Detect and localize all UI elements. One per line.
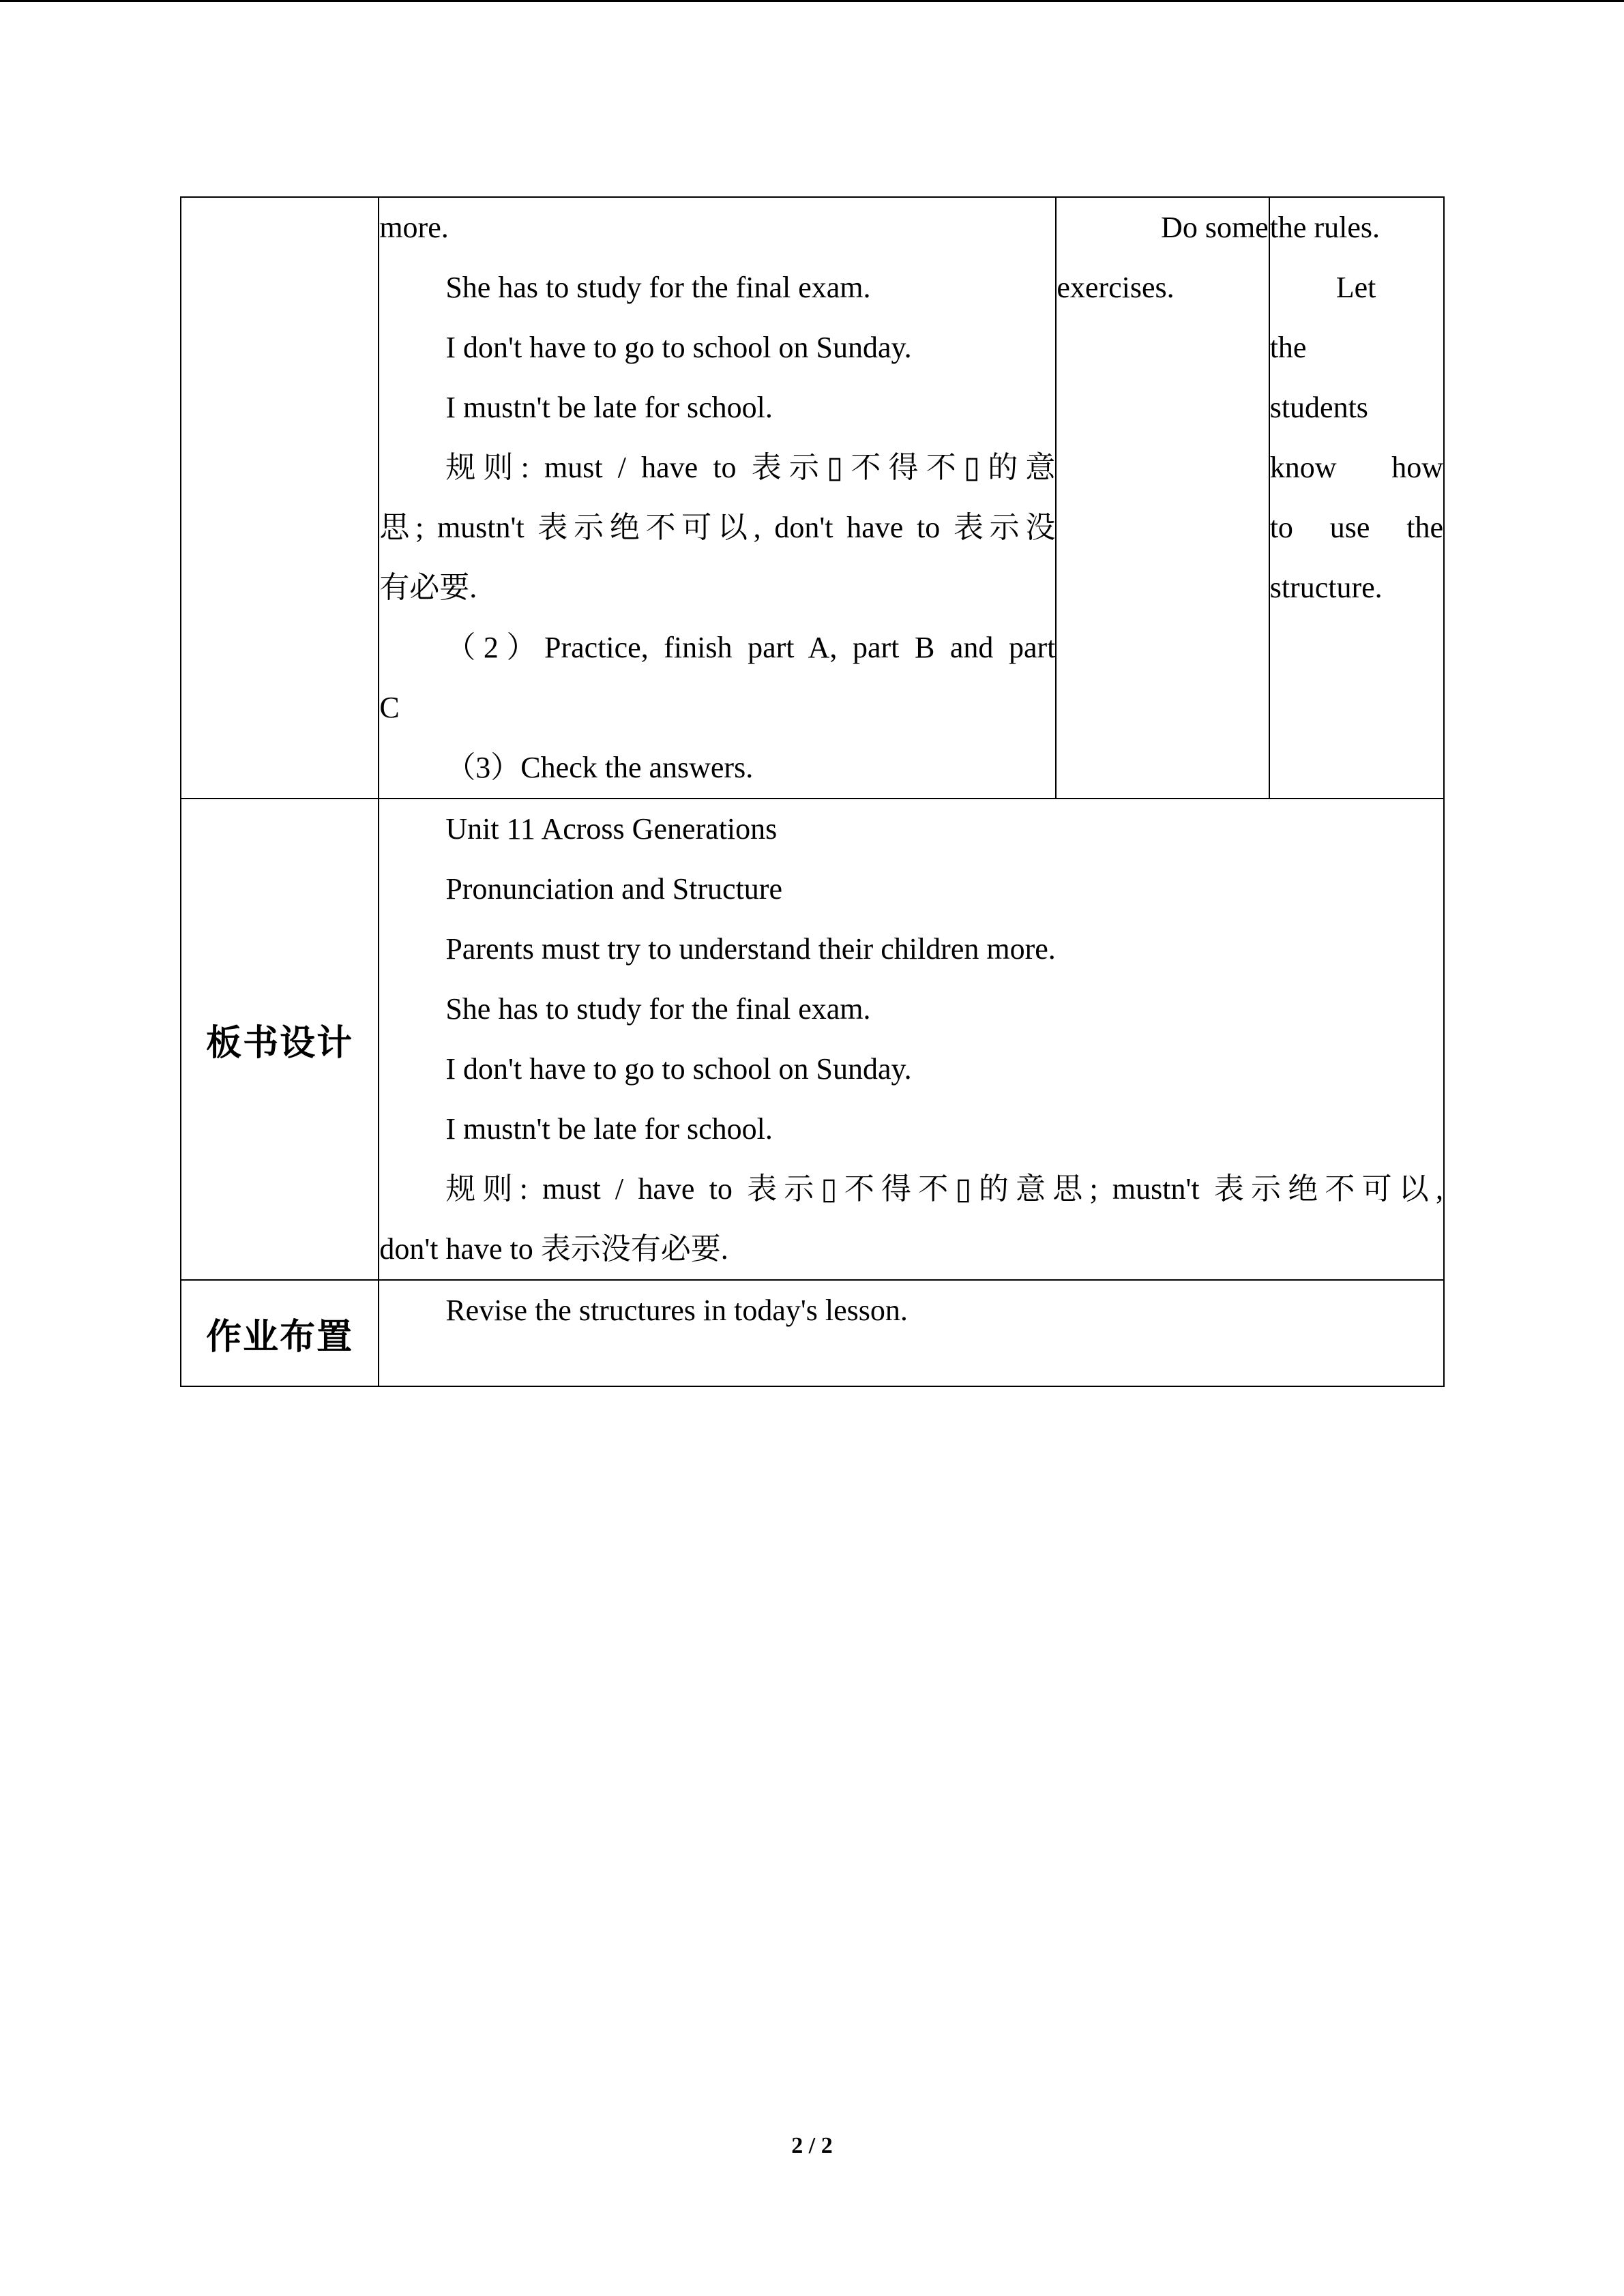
design-purpose-cell bbox=[1269, 197, 1444, 799]
board-design-label-cell bbox=[181, 799, 379, 1280]
homework-row bbox=[181, 1280, 1444, 1386]
purpose-line: the rules. bbox=[1269, 211, 1380, 244]
content-line: I mustn't be late for school. bbox=[445, 391, 773, 424]
content-line: （2）Practice, finish part A, part B and part bbox=[445, 631, 1056, 664]
homework-label: 作业布置 bbox=[206, 1316, 354, 1358]
homework-label-cell bbox=[181, 1280, 379, 1386]
purpose-line: Let bbox=[1335, 271, 1376, 304]
board-design-content-cell bbox=[379, 799, 1444, 1280]
purpose-line: to use the bbox=[1269, 511, 1443, 544]
content-line: C bbox=[379, 691, 400, 724]
content-line: 规则: must / have to 表示▯不得不▯的意 bbox=[445, 451, 1056, 484]
board-line: 规则: must / have to 表示▯不得不▯的意思; mustn't 表示绝不可以, bbox=[445, 1172, 1443, 1206]
purpose-line: know how bbox=[1269, 451, 1443, 484]
content-line: I don't have to go to school on Sunday. bbox=[445, 331, 912, 364]
purpose-line: students bbox=[1269, 391, 1368, 424]
homework-text: Revise the structures in today's lesson. bbox=[445, 1294, 908, 1327]
lesson-plan-table bbox=[180, 196, 1445, 1387]
procedure-row bbox=[181, 197, 1444, 799]
content-line: （3）Check the answers. bbox=[445, 751, 754, 784]
procedure-content-cell bbox=[379, 197, 1056, 799]
page-number: 2 / 2 bbox=[791, 2133, 833, 2158]
homework-content-cell bbox=[379, 1280, 1444, 1386]
board-design-row bbox=[181, 799, 1444, 1280]
board-line: Unit 11 Across Generations bbox=[445, 812, 778, 846]
content-line: more. bbox=[379, 211, 449, 244]
empty-label-cell bbox=[181, 197, 379, 799]
board-line: I don't have to go to school on Sunday. bbox=[445, 1052, 912, 1086]
purpose-line: structure. bbox=[1269, 571, 1383, 604]
purpose-line: the bbox=[1269, 331, 1307, 364]
board-line: Pronunciation and Structure bbox=[445, 872, 782, 906]
student-activity-cell bbox=[1056, 197, 1269, 799]
activity-line: Do some bbox=[1161, 211, 1269, 244]
top-border-line bbox=[0, 0, 1624, 2]
content-line: 思; mustn't 表示绝不可以, don't have to 表示没 bbox=[379, 511, 1056, 544]
content-line: 有必要. bbox=[379, 571, 477, 604]
content-line: She has to study for the final exam. bbox=[445, 271, 871, 304]
board-line: She has to study for the final exam. bbox=[445, 992, 871, 1026]
board-line: Parents must try to understand their children more. bbox=[445, 932, 1056, 966]
board-design-label: 板书设计 bbox=[206, 1022, 354, 1064]
board-line: don't have to 表示没有必要. bbox=[379, 1232, 728, 1266]
board-line: I mustn't be late for school. bbox=[445, 1112, 773, 1146]
activity-line: exercises. bbox=[1057, 271, 1175, 304]
